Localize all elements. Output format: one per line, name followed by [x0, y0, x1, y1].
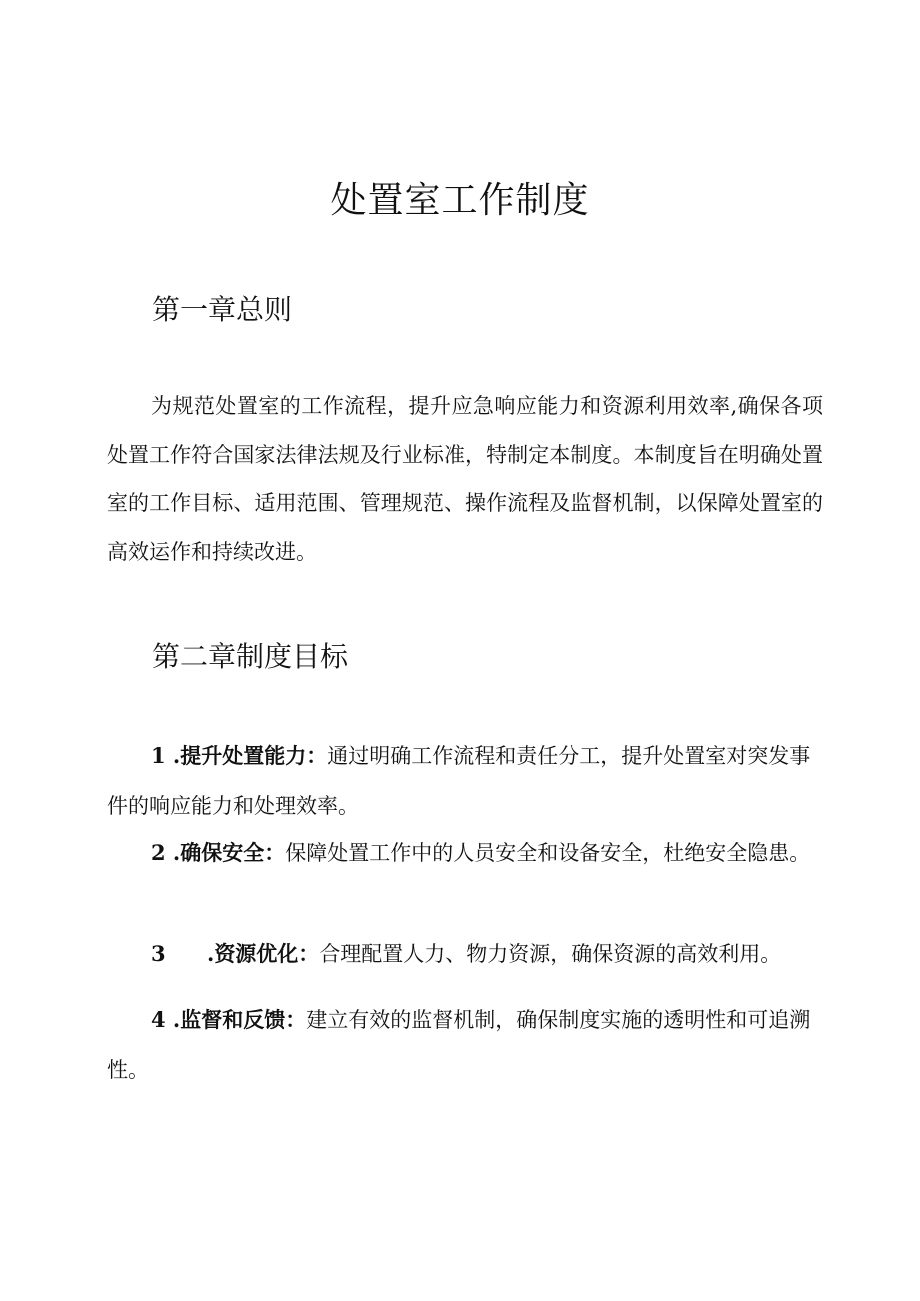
goal-text: 通过明确工作流程和责任分工，提升处置室对突发事件的响应能力和处理效率。: [107, 744, 811, 818]
goal-text: 建立有效的监督机制，确保制度实施的透明性和可追溯性。: [107, 1008, 811, 1082]
goal-item-1: [107, 731, 823, 831]
goal-number: 1: [151, 743, 166, 768]
document-title: 处置室工作制度: [330, 180, 590, 221]
goal-label: 资源优化：: [214, 942, 320, 966]
chapter-2-heading: 第二章制度目标: [152, 640, 349, 673]
goal-separator: .: [165, 743, 181, 768]
chapter-1-paragraph: 为规范处置室的工作流程，提升应急响应能力和资源利用效率,确保各项处置工作符合国家法律法规及行业标准，特制定本制度。本制度旨在明确处置室的工作目标、适用范围、管理规范、操作流程及监督机制，以保障处置室的高效运作和持续改进。: [107, 394, 823, 564]
goal-item-4: [107, 995, 823, 1095]
goal-number: 3: [151, 941, 166, 966]
goal-label: 确保安全：: [180, 841, 286, 865]
goal-item-3: [107, 929, 823, 979]
chapter-1-heading: 第一章总则: [152, 293, 293, 326]
goal-item-2: [107, 828, 823, 878]
goal-text: 合理配置人力、物力资源，确保资源的高效利用。: [319, 942, 782, 966]
goal-label: 监督和反馈：: [180, 1008, 307, 1032]
goal-separator: .: [165, 1007, 181, 1032]
goal-number: 4: [151, 1007, 166, 1032]
goal-label: 提升处置能力：: [180, 744, 328, 768]
goal-number: 2: [151, 840, 166, 865]
goal-separator: .: [165, 840, 181, 865]
goal-separator: .: [207, 941, 215, 966]
goal-text: 保障处置工作中的人员安全和设备安全，杜绝安全隐患。: [285, 841, 811, 865]
